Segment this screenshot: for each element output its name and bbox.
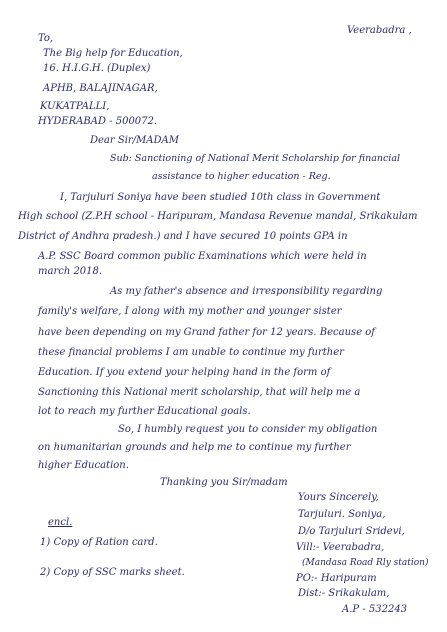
signature-line: Tarjuluri. Soniya, bbox=[298, 509, 386, 520]
signature-line: Dist:- Srikakulam, bbox=[298, 588, 390, 599]
signature-line: Yours Sincerely, bbox=[298, 492, 379, 503]
body-line: High school (Z.P.H school - Haripuram, Mandasa Revenue mandal, Srikakulam bbox=[18, 211, 418, 222]
closing: Thanking you Sir/madam bbox=[160, 477, 288, 488]
signature-line: Vill:- Veerabadra, bbox=[296, 542, 385, 553]
recipient-line: 16. H.I.G.H. (Duplex) bbox=[43, 63, 151, 74]
recipient-line: The Big help for Education, bbox=[43, 48, 183, 59]
body-line: march 2018. bbox=[38, 266, 103, 277]
body-line: District of Andhra pradesh.) and I have secured 10 points GPA in bbox=[18, 231, 348, 242]
signature-line: A.P - 532243 bbox=[342, 604, 408, 615]
enclosure-item: 1) Copy of Ration card. bbox=[40, 537, 158, 548]
body-line: Sanctioning this National merit scholarship, that will help me a bbox=[38, 387, 361, 398]
subject-line: Sub: Sanctioning of National Merit Scholarship for financial bbox=[110, 153, 401, 164]
body-line: Education. If you extend your helping hand in the form of bbox=[38, 367, 331, 378]
body-line: these financial problems I am unable to continue my further bbox=[38, 347, 344, 358]
sender-name: Veerabadra , bbox=[347, 25, 412, 36]
recipient-line: APHB, BALAJINAGAR, bbox=[43, 83, 158, 94]
body-line: higher Education. bbox=[38, 460, 129, 471]
body-line: As my father's absence and irresponsibility regarding bbox=[110, 286, 383, 297]
enclosures-heading: encl. bbox=[48, 517, 73, 528]
body-line: family's welfare, I along with my mother and younger sister bbox=[38, 306, 342, 317]
enclosure-item: 2) Copy of SSC marks sheet. bbox=[40, 567, 185, 578]
body-line: I, Tarjuluri Soniya have been studied 10th class in Government bbox=[60, 192, 381, 203]
body-line: A.P. SSC Board common public Examinations which were held in bbox=[38, 251, 367, 262]
signature-line: PO:- Haripuram bbox=[296, 573, 377, 584]
body-line: So, I humbly request you to consider my obligation bbox=[118, 424, 378, 435]
recipient-line: HYDERABAD - 500072. bbox=[38, 116, 158, 127]
signature-line: D/o Tarjuluri Sridevi, bbox=[298, 526, 405, 537]
recipient-line: KUKATPALLI, bbox=[40, 101, 110, 112]
signature-line: (Mandasa Road Rly station) bbox=[302, 558, 429, 568]
body-line: on humanitarian grounds and help me to continue my further bbox=[38, 442, 351, 453]
body-line: have been depending on my Grand father for 12 years. Because of bbox=[38, 327, 376, 338]
subject-line: assistance to higher education - Reg. bbox=[152, 171, 331, 182]
body-line: lot to reach my further Educational goals. bbox=[38, 406, 251, 417]
salutation: Dear Sir/MADAM bbox=[90, 135, 179, 146]
recipient-line: To, bbox=[38, 33, 54, 44]
